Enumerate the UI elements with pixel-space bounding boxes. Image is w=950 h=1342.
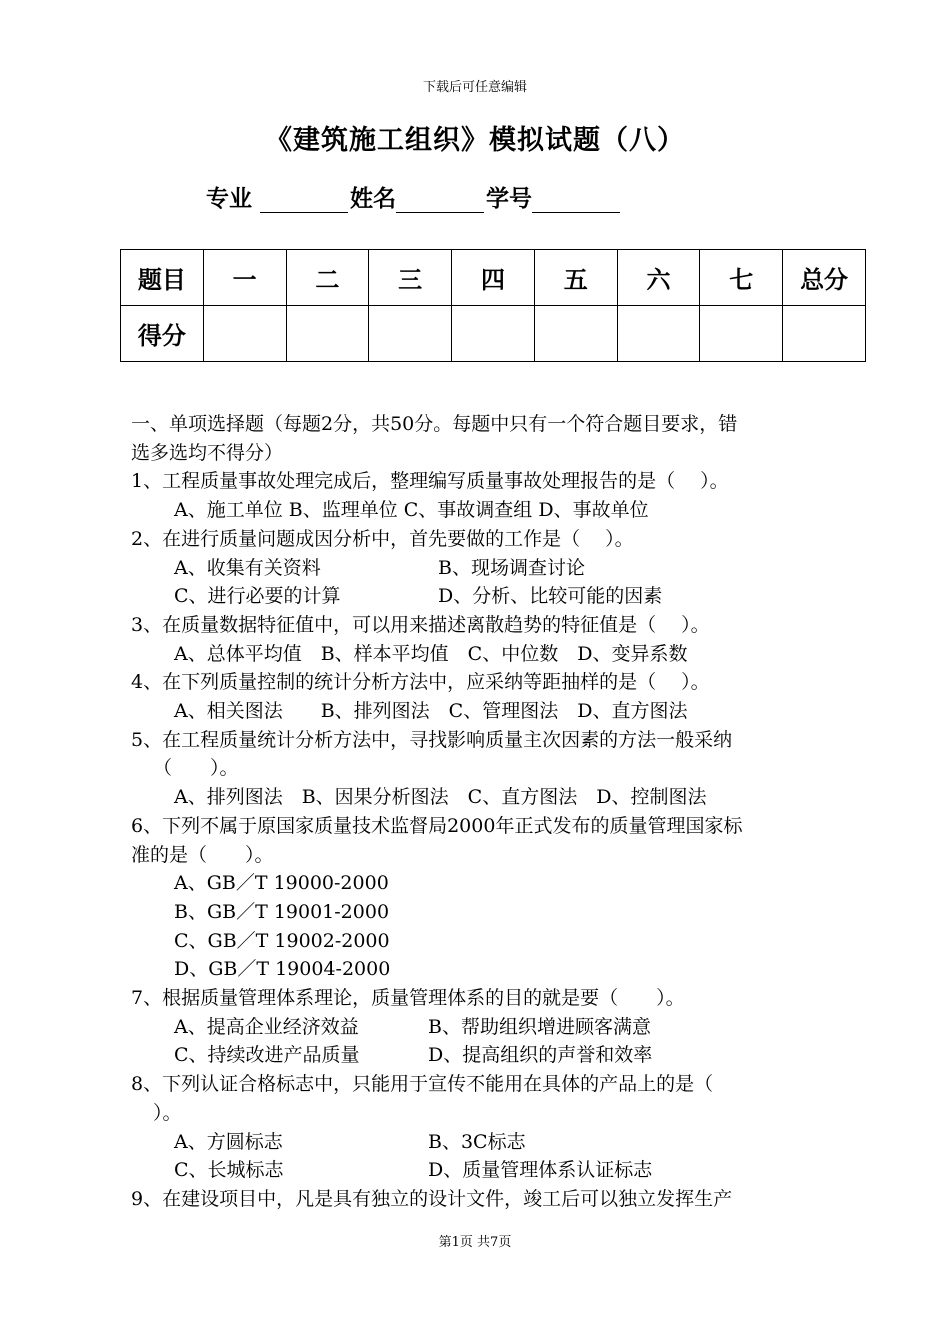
question-3: 3、在质量数据特征值中，可以用来描述离散趋势的特征值是（ ）。 (131, 613, 710, 636)
question-7-options-row1 (131, 1013, 851, 1042)
page-title: 《建筑施工组织》模拟试题（八） (265, 125, 685, 156)
question-2: 2、在进行质量问题成因分析中，首先要做的工作是（ ）。 (131, 527, 634, 550)
score-cell-1[interactable] (203, 306, 286, 362)
option-c: C、进行必要的计算 (174, 585, 341, 608)
question-content (131, 410, 851, 1214)
question-1-options: A、施工单位 B、监理单位 C、事故调查组 D、事故单位 (174, 499, 649, 522)
header-cell-3: 三 (369, 250, 452, 306)
score-cell-5[interactable] (534, 306, 617, 362)
header-cell-item: 题目 (121, 250, 204, 306)
header-cell-7: 七 (700, 250, 783, 306)
option-d: D、分析、比较可能的因素 (438, 585, 663, 608)
score-cell-3[interactable] (369, 306, 452, 362)
option-b: B、GB／T 19001-2000 (174, 900, 390, 923)
question-9: 9、在建设项目中，凡是具有独立的设计文件，竣工后可以独立发挥生产 (131, 1187, 733, 1210)
header-cell-1: 一 (203, 250, 286, 306)
name-label: 姓名 (350, 185, 397, 212)
option-b: B、现场调查讨论 (438, 556, 585, 579)
major-label: 专业 (206, 185, 252, 212)
score-table-score-row (121, 306, 866, 362)
question-1: 1、工程质量事故处理完成后，整理编写质量事故处理报告的是（ ）。 (131, 470, 729, 493)
question-8-options-row1 (131, 1128, 851, 1157)
option-d: D、提高组织的声誉和效率 (428, 1044, 653, 1067)
score-cell-7[interactable] (700, 306, 783, 362)
option-a: A、收集有关资料 (174, 556, 321, 579)
major-field[interactable] (260, 188, 348, 213)
option-b: B、帮助组织增进顾客满意 (428, 1015, 651, 1038)
section-heading-cont: 选多选均不得分） (131, 441, 284, 464)
student-info-line (206, 180, 622, 213)
header-cell-2: 二 (286, 250, 369, 306)
option-a: A、方圆标志 (174, 1130, 283, 1153)
score-cell-4[interactable] (452, 306, 535, 362)
question-5-options: A、排列图法 B、因果分析图法 C、直方图法 D、控制图法 (174, 786, 707, 809)
option-a: A、提高企业经济效益 (174, 1015, 359, 1038)
question-3-options: A、总体平均值 B、样本平均值 C、中位数 D、变异系数 (174, 642, 688, 665)
id-label: 学号 (486, 185, 533, 212)
question-7: 7、根据质量管理体系理论，质量管理体系的目的就是要（ ）。 (131, 987, 685, 1010)
question-8: 8、下列认证合格标志中，只能用于宣传不能用在具体的产品上的是（ (131, 1073, 714, 1096)
section-heading: 一、单项选择题（每题2分，共50分。每题中只有一个符合题目要求，错 (131, 413, 738, 435)
header-cell-total: 总分 (783, 250, 866, 306)
header-note: 下载后可任意编辑 (422, 80, 527, 95)
question-8-cont: ）。 (153, 1101, 182, 1124)
id-field[interactable] (532, 188, 620, 213)
question-7-options-row2 (131, 1041, 851, 1070)
header-cell-5: 五 (534, 250, 617, 306)
name-field[interactable] (396, 188, 484, 213)
header-cell-4: 四 (452, 250, 535, 306)
option-d: D、GB／T 19004-2000 (174, 958, 391, 981)
question-5: 5、在工程质量统计分析方法中，寻找影响质量主次因素的方法一般采纳 (131, 728, 733, 751)
question-2-options-row2 (131, 582, 851, 611)
option-c: C、长城标志 (174, 1159, 284, 1182)
question-4: 4、在下列质量控制的统计分析方法中，应采纳等距抽样的是（ ）。 (131, 671, 710, 694)
question-6: 6、下列不属于原国家质量技术监督局2000年正式发布的质量管理国家标 (131, 814, 743, 837)
page-footer: 第1页 共7页 (438, 1235, 512, 1250)
header-cell-6: 六 (617, 250, 700, 306)
score-cell-total[interactable] (783, 306, 866, 362)
option-c: C、GB／T 19002-2000 (174, 929, 390, 952)
score-table (120, 249, 866, 362)
question-8-options-row2 (131, 1156, 851, 1185)
option-a: A、GB／T 19000-2000 (174, 872, 389, 895)
question-5-cont: （ ）。 (153, 757, 239, 780)
score-cell-2[interactable] (286, 306, 369, 362)
question-4-options: A、相关图法 B、排列图法 C、管理图法 D、直方图法 (174, 700, 688, 723)
question-6-cont: 准的是（ ）。 (131, 843, 274, 866)
question-2-options-row1 (131, 554, 851, 583)
option-b: B、3C标志 (428, 1130, 526, 1153)
score-cell-6[interactable] (617, 306, 700, 362)
option-d: D、质量管理体系认证标志 (428, 1159, 653, 1182)
score-row-label: 得分 (121, 306, 204, 362)
option-c: C、持续改进产品质量 (174, 1044, 360, 1067)
score-table-header-row (121, 250, 866, 306)
